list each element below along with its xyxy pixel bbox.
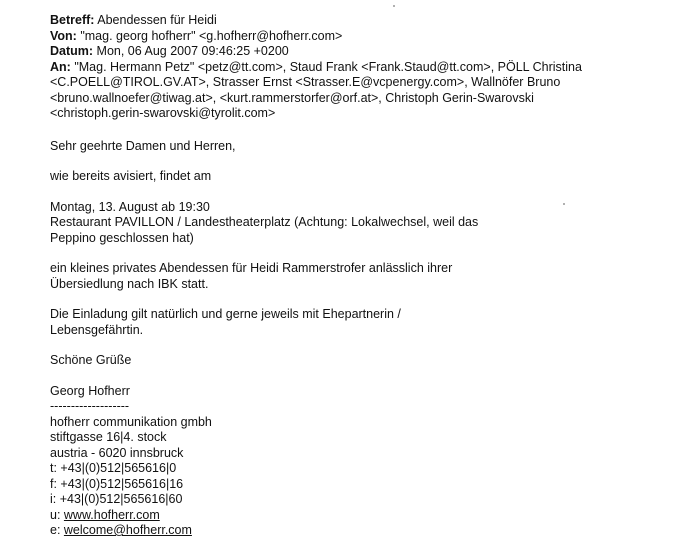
- signature-separator: -------------------: [50, 399, 130, 413]
- event-location: Restaurant PAVILLON / Landestheaterplatz (Achtung: Lokalwechsel, weil das: [50, 215, 479, 229]
- email-link[interactable]: welcome@hofherr.com: [63, 523, 192, 537]
- street-address: stiftgasse 16|4. stock: [50, 430, 167, 444]
- event-purpose: [50, 261, 690, 292]
- to-recipients-line-2: <C.POELL@TIROL.GV.AT>, Strasser Ernst <Strasser.E@vcpenergy.com>, Wallnöfer Bruno: [50, 75, 561, 89]
- email-header: [50, 13, 690, 122]
- from-line: [50, 29, 690, 45]
- email-line: [50, 523, 690, 539]
- fax-number: f: +43|(0)512|565616|16: [50, 476, 184, 491]
- email-document: [50, 13, 690, 539]
- website-prefix: u:: [50, 507, 64, 522]
- website-line: [50, 508, 690, 524]
- email-prefix: e:: [50, 523, 64, 537]
- closing: Schöne Grüße: [50, 353, 132, 367]
- signature-block: [50, 384, 690, 539]
- from-label: Von:: [50, 28, 77, 43]
- event-details: [50, 200, 690, 247]
- to-recipients-line-1: "Mag. Hermann Petz" <petz@tt.com>, Staud Frank <Frank.Staud@tt.com>, PÖLL Christina: [74, 59, 582, 74]
- phone-number: t: +43|(0)512|565616|0: [50, 461, 177, 475]
- purpose-line-1: ein kleines privates Abendessen für Heidi Rammerstrofer anlässlich ihrer: [50, 261, 453, 275]
- from-value: "mag. georg hofherr" <g.hofherr@hofherr.com>: [80, 28, 343, 43]
- scan-speck: [393, 5, 395, 7]
- invitation-line-2: Lebensgefährtin.: [50, 322, 144, 337]
- intro-text: wie bereits avisiert, findet am: [50, 169, 212, 183]
- subject-value: Abendessen für Heidi: [97, 13, 217, 27]
- scan-speck: [563, 203, 565, 205]
- to-label: An:: [50, 59, 71, 74]
- to-recipients-line-3: <bruno.wallnoefer@tiwag.at>, <kurt.rammerstorfer@orf.at>, Christoph Gerin-Swarovski: [50, 90, 534, 105]
- subject-line: [50, 13, 690, 29]
- website-link[interactable]: www.hofherr.com: [63, 507, 160, 522]
- info-number: i: +43|(0)512|565616|60: [50, 492, 183, 506]
- date-label: Datum:: [50, 44, 94, 58]
- city-address: austria - 6020 innsbruck: [50, 445, 184, 460]
- greeting: Sehr geehrte Damen und Herren,: [50, 138, 236, 153]
- date-value: Mon, 06 Aug 2007 09:46:25 +0200: [96, 44, 289, 58]
- email-body: [50, 139, 690, 539]
- date-line: [50, 44, 690, 60]
- sender-name: Georg Hofherr: [50, 383, 130, 398]
- subject-label: Betreff:: [50, 13, 95, 27]
- invitation-note: [50, 307, 690, 338]
- to-recipients-line-4: <christoph.gerin-swarovski@tyrolit.com>: [50, 106, 276, 120]
- event-date-time: Montag, 13. August ab 19:30: [50, 199, 210, 214]
- purpose-line-2: Übersiedlung nach IBK statt.: [50, 276, 209, 291]
- company-name: hofherr communikation gmbh: [50, 414, 212, 429]
- invitation-line-1: Die Einladung gilt natürlich und gerne jeweils mit Ehepartnerin /: [50, 307, 401, 321]
- event-location-note: Peppino geschlossen hat): [50, 230, 194, 245]
- to-line: [50, 60, 690, 76]
